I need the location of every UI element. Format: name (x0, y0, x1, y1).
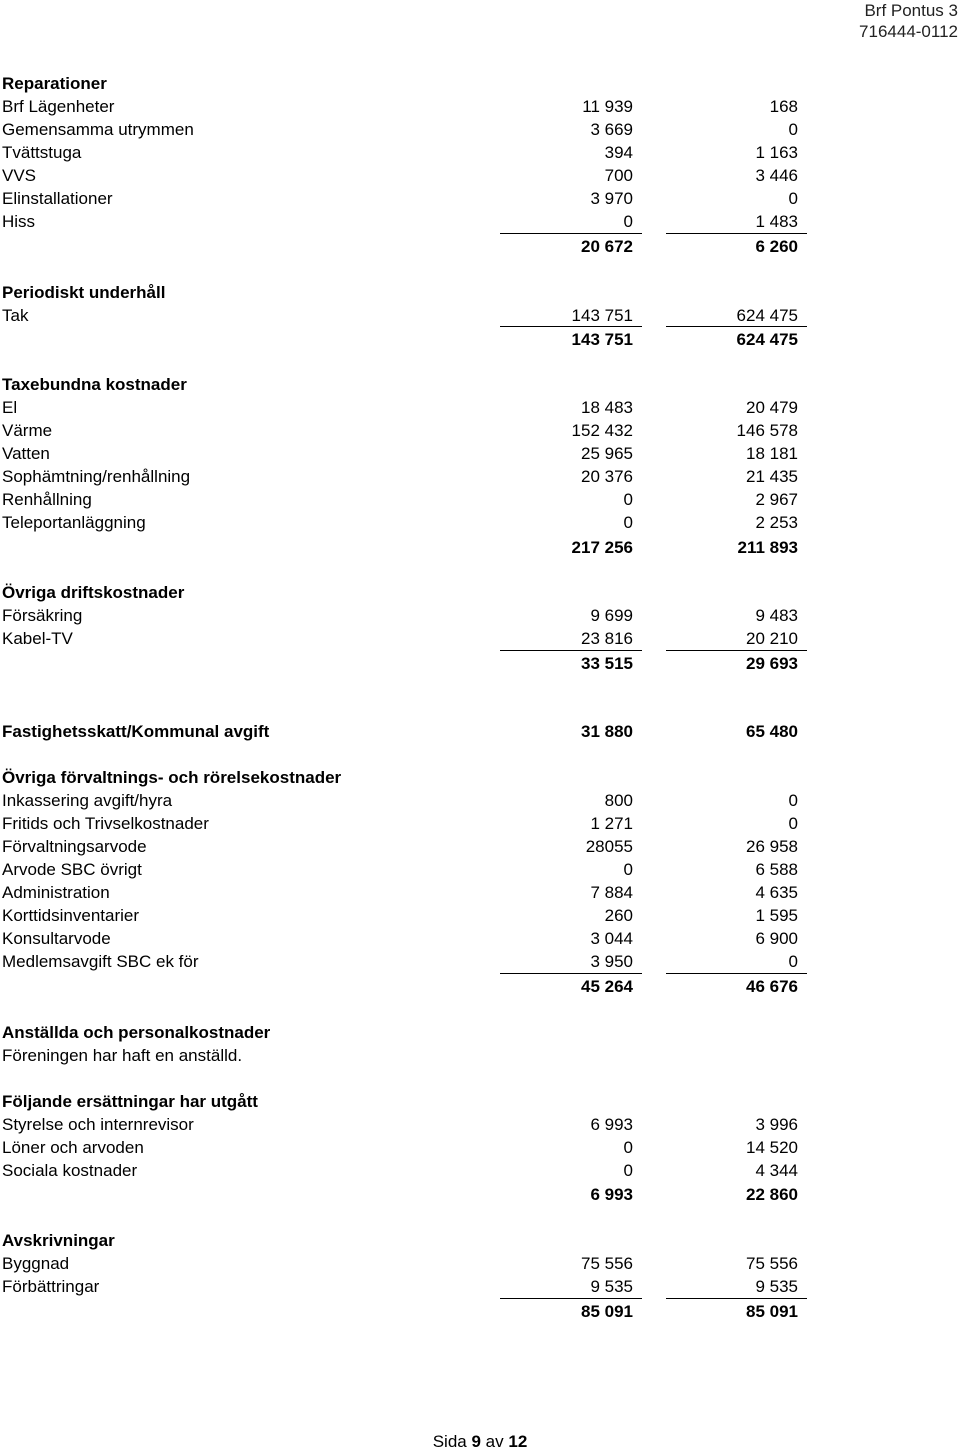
value-current-year: 3 044 (590, 929, 633, 948)
value-current-year: 75 556 (581, 1254, 633, 1273)
value-current-year: 3 950 (590, 952, 633, 971)
page-prefix: Sida (432, 1432, 467, 1451)
value-previous-year: 3 996 (755, 1115, 798, 1134)
value-previous-year: 168 (769, 97, 798, 116)
row-label: Medlemsavgift SBC ek för (2, 952, 199, 971)
value-previous-year: 2 967 (755, 490, 798, 509)
value-current-year: 9 535 (590, 1277, 633, 1296)
value-previous-year: 1 595 (755, 906, 798, 925)
value-previous-year: 14 520 (746, 1138, 798, 1157)
value-previous-year: 21 435 (746, 467, 798, 486)
total-previous-year: 6 260 (755, 237, 798, 256)
value-current-year: 1 271 (590, 814, 633, 833)
row-label: Administration (2, 883, 110, 902)
row-label: Konsultarvode (2, 929, 111, 948)
page-total: 12 (508, 1432, 528, 1451)
row-label: Kabel-TV (2, 629, 73, 648)
page-middle: av (485, 1432, 504, 1451)
value-previous-year: 26 958 (746, 837, 798, 856)
row-label: Elinstallationer (2, 189, 113, 208)
row-label: Tvättstuga (2, 143, 82, 162)
row-label: Vatten (2, 444, 50, 463)
total-current-year: 143 751 (571, 330, 633, 349)
page-number: 9 (471, 1432, 481, 1451)
value-current-year: 143 751 (571, 306, 633, 325)
value-current-year: 0 (623, 860, 633, 879)
value-current-year: 152 432 (571, 421, 633, 440)
org-name: Brf Pontus 3 (864, 1, 958, 20)
subtotal-rule (666, 1298, 807, 1299)
value-current-year: 11 939 (582, 97, 633, 116)
value-previous-year: 146 578 (736, 421, 798, 440)
row-label: Förbättringar (2, 1277, 100, 1296)
value-previous-year: 6 900 (755, 929, 798, 948)
row-label: Styrelse och internrevisor (2, 1115, 194, 1134)
subtotal-rule (500, 233, 642, 234)
row-label: Brf Lägenheter (2, 97, 115, 116)
row-label: Sophämtning/renhållning (2, 467, 191, 486)
value-previous-year: 0 (788, 814, 798, 833)
value-previous-year: 0 (788, 189, 798, 208)
row-label: Fastighetsskatt/Kommunal avgift (2, 722, 270, 741)
value-current-year: 3 669 (590, 120, 633, 139)
value-current-year: 0 (623, 212, 633, 231)
row-label: Fritids och Trivselkostnader (2, 814, 209, 833)
total-previous-year: 22 860 (746, 1185, 798, 1204)
subtotal-rule (666, 973, 807, 974)
value-previous-year: 624 475 (736, 306, 798, 325)
subtotal-rule (500, 973, 642, 974)
subtotal-rule (666, 650, 807, 651)
value-previous-year: 4 344 (755, 1161, 798, 1180)
subtotal-rule (500, 326, 642, 327)
value-previous-year: 20 479 (746, 398, 798, 417)
row-label: Renhållning (2, 490, 92, 509)
value-current-year: 7 884 (590, 883, 633, 902)
row-label: Värme (2, 421, 53, 440)
row-label: Korttidsinventarier (2, 906, 140, 925)
total-previous-year: 211 893 (737, 538, 798, 557)
value-previous-year: 65 480 (746, 722, 798, 741)
value-current-year: 394 (604, 143, 633, 162)
value-current-year: 260 (604, 906, 633, 925)
document-header (859, 0, 958, 42)
row-label: Försäkring (2, 606, 83, 625)
value-previous-year: 9 535 (755, 1277, 798, 1296)
page-footer (0, 1431, 960, 1453)
row-label: El (2, 398, 18, 417)
subtotal-rule (666, 326, 807, 327)
org-number: 716444-0112 (859, 22, 958, 41)
value-current-year: 0 (623, 513, 633, 532)
row-label: Gemensamma utrymmen (2, 120, 194, 139)
value-previous-year: 0 (788, 952, 798, 971)
value-current-year: 0 (623, 1138, 633, 1157)
total-current-year: 217 256 (571, 538, 633, 557)
subtotal-rule (500, 650, 642, 651)
row-label: Byggnad (2, 1254, 70, 1273)
row-label: Förvaltningsarvode (2, 837, 147, 856)
value-previous-year: 4 635 (755, 883, 798, 902)
subtotal-rule (666, 233, 807, 234)
value-current-year: 9 699 (590, 606, 633, 625)
row-label: Sociala kostnader (2, 1161, 138, 1180)
row-label: VVS (2, 166, 37, 185)
value-current-year: 3 970 (590, 189, 633, 208)
total-previous-year: 85 091 (746, 1302, 798, 1321)
value-current-year: 700 (604, 166, 633, 185)
value-previous-year: 3 446 (755, 166, 798, 185)
total-previous-year: 46 676 (746, 977, 798, 996)
value-current-year: 25 965 (581, 444, 633, 463)
value-current-year: 28055 (585, 837, 633, 856)
row-label: Arvode SBC övrigt (2, 860, 142, 879)
row-label: Inkassering avgift/hyra (2, 791, 173, 810)
value-previous-year: 75 556 (746, 1254, 798, 1273)
value-previous-year: 2 253 (755, 513, 798, 532)
value-current-year: 800 (604, 791, 633, 810)
value-previous-year: 20 210 (746, 629, 798, 648)
row-label: Hiss (2, 212, 36, 231)
value-current-year: 20 376 (581, 467, 633, 486)
subtotal-rule (500, 1298, 642, 1299)
row-label: Löner och arvoden (2, 1138, 144, 1157)
total-current-year: 33 515 (581, 654, 633, 673)
value-previous-year: 1 163 (755, 143, 798, 162)
value-previous-year: 6 588 (755, 860, 798, 879)
row-label: Teleportanläggning (2, 513, 146, 532)
value-previous-year: 0 (788, 120, 798, 139)
total-previous-year: 624 475 (736, 330, 798, 349)
total-current-year: 20 672 (581, 237, 633, 256)
total-current-year: 45 264 (581, 977, 633, 996)
value-current-year: 18 483 (581, 398, 633, 417)
value-previous-year: 1 483 (755, 212, 798, 231)
row-label: Tak (2, 306, 29, 325)
value-current-year: 23 816 (581, 629, 633, 648)
value-current-year: 0 (623, 490, 633, 509)
value-previous-year: 18 181 (746, 444, 798, 463)
value-current-year: 0 (623, 1161, 633, 1180)
value-previous-year: 0 (788, 791, 798, 810)
value-current-year: 31 880 (581, 722, 633, 741)
value-previous-year: 9 483 (755, 606, 798, 625)
total-current-year: 85 091 (581, 1302, 633, 1321)
total-previous-year: 29 693 (746, 654, 798, 673)
total-current-year: 6 993 (590, 1185, 633, 1204)
value-current-year: 6 993 (590, 1115, 633, 1134)
